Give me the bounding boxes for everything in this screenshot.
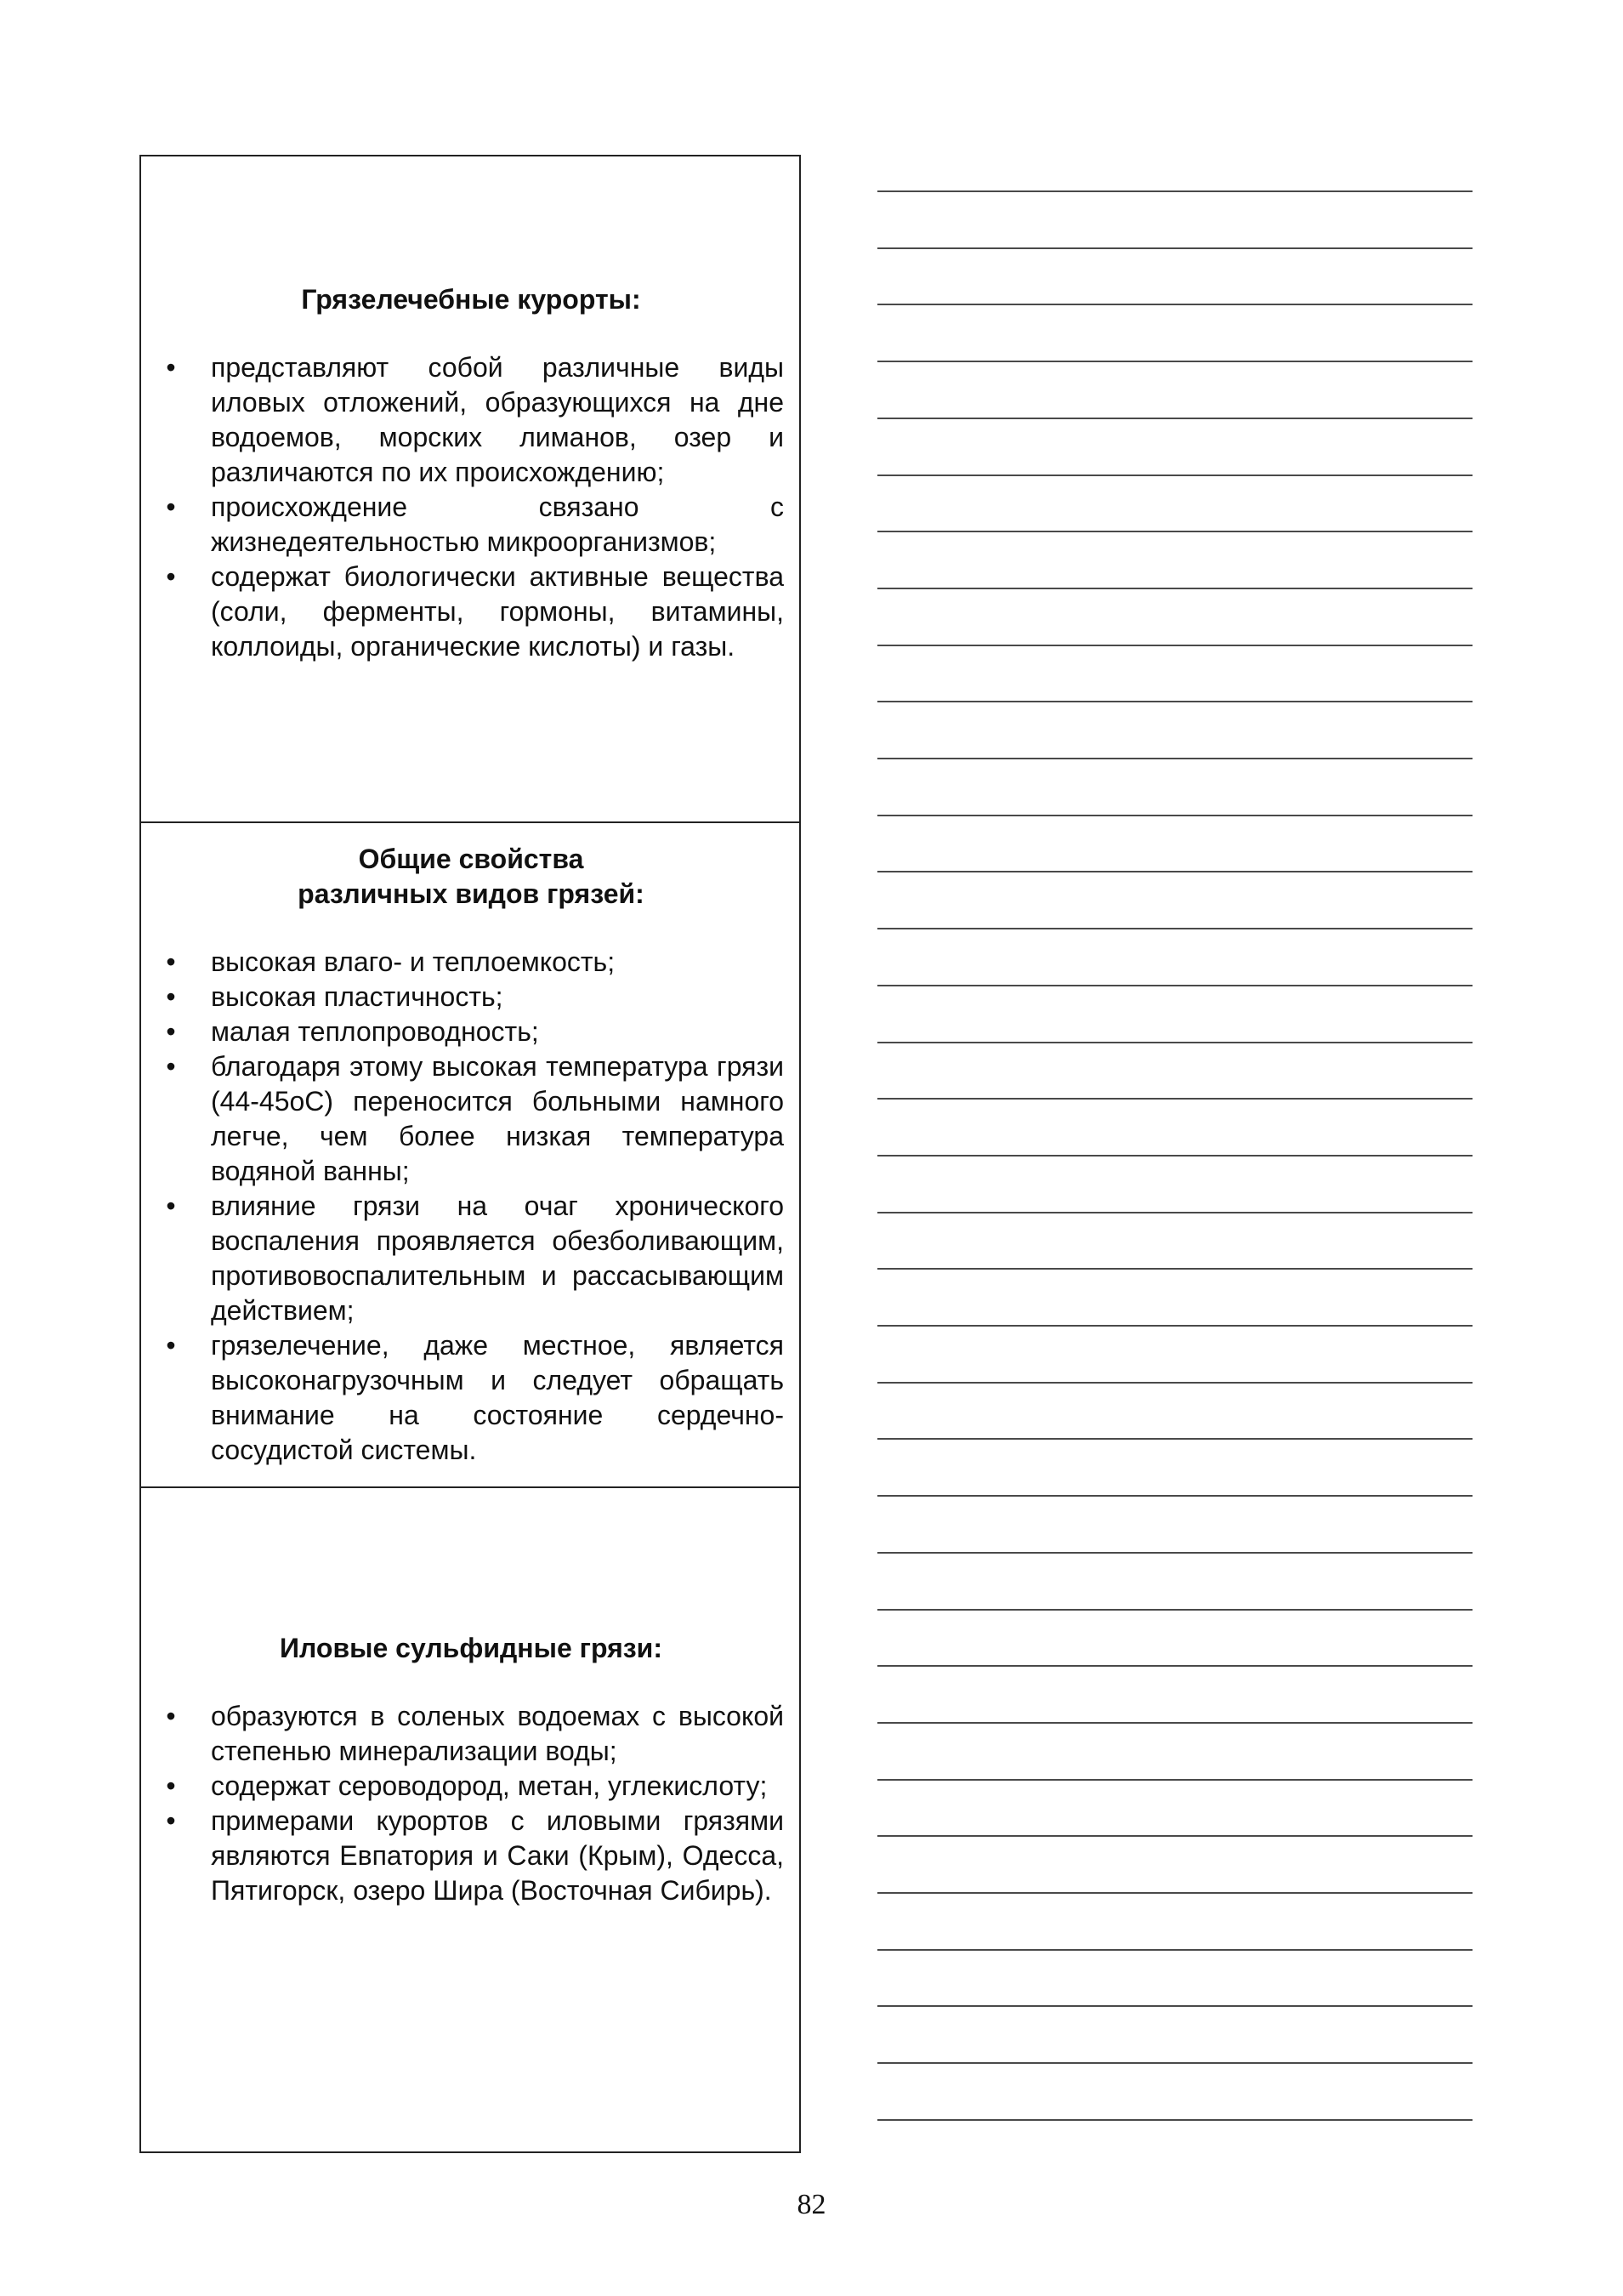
list-item xyxy=(158,1804,784,1908)
list-item xyxy=(158,945,784,980)
note-line xyxy=(877,1779,1473,1781)
note-line xyxy=(877,1892,1473,1894)
list-item-text: происхождение связано с жизнедеятельностью микроорганизмов; xyxy=(211,492,784,557)
list-item xyxy=(158,1049,784,1189)
list-item-text: высокая влаго- и теплоемкость; xyxy=(211,946,616,977)
list-item xyxy=(158,980,784,1014)
note-line xyxy=(877,758,1473,759)
note-line xyxy=(877,1268,1473,1270)
note-line xyxy=(877,1155,1473,1157)
slide-title: Общие свойства различных видов грязей: xyxy=(298,844,644,909)
bullet-icon: • xyxy=(166,1191,176,1221)
list-item-text: представляют собой различные виды иловых отложений, образующихся на дне водоемов, морских лиманов, озер и различаются по их происхождению; xyxy=(211,352,784,487)
list-item xyxy=(158,1328,784,1468)
list-item-text: содержат сероводород, метан, углекислоту; xyxy=(211,1770,768,1801)
list-item-text: высокая пластичность; xyxy=(211,981,503,1012)
list-item-text: примерами курортов с иловыми грязями являются Евпатория и Саки (Крым), Одесса, Пятигорск, озеро Шира (Восточная Сибирь). xyxy=(211,1805,784,1906)
note-line xyxy=(877,815,1473,816)
note-line xyxy=(877,2062,1473,2064)
list-item-text: малая теплопроводность; xyxy=(211,1016,539,1047)
list-item xyxy=(158,1699,784,1769)
slide-mud-properties xyxy=(141,821,799,1486)
bullet-icon: • xyxy=(166,1051,176,1082)
note-line xyxy=(877,1949,1473,1951)
note-line xyxy=(877,1042,1473,1043)
slide-silt-sulfide-mud xyxy=(141,1486,799,2153)
list-item xyxy=(158,490,784,560)
bullet-icon: • xyxy=(166,981,176,1012)
note-line xyxy=(877,361,1473,362)
note-line xyxy=(877,190,1473,192)
note-line xyxy=(877,1495,1473,1497)
note-line xyxy=(877,2119,1473,2121)
bullet-list xyxy=(158,1699,784,1908)
note-line xyxy=(877,701,1473,702)
note-line xyxy=(877,1665,1473,1667)
bullet-icon: • xyxy=(166,1805,176,1836)
note-line xyxy=(877,645,1473,646)
note-line xyxy=(877,1325,1473,1327)
notes-ruled-lines xyxy=(877,190,1473,2180)
note-line xyxy=(877,871,1473,872)
note-line xyxy=(877,1722,1473,1724)
list-item xyxy=(158,560,784,664)
note-line xyxy=(877,418,1473,419)
list-item xyxy=(158,1769,784,1804)
slides-panel xyxy=(139,155,801,2153)
note-line xyxy=(877,985,1473,986)
bullet-icon: • xyxy=(166,946,176,977)
bullet-icon: • xyxy=(166,561,176,592)
bullet-list xyxy=(158,350,784,664)
note-line xyxy=(877,304,1473,305)
bullet-list xyxy=(158,945,784,1468)
slide-mud-resorts xyxy=(141,156,799,821)
list-item-text: влияние грязи на очаг хронического воспаления проявляется обезболивающим, противовоспалительным и рассасывающим действием; xyxy=(211,1191,784,1326)
list-item-text: грязелечение, даже местное, является высоконагрузочным и следует обращать внимание на состояние сердечно-сосудистой системы. xyxy=(211,1330,784,1465)
list-item-text: содержат биологически активные вещества (соли, ферменты, гормоны, витамины, коллоиды, органические кислоты) и газы. xyxy=(211,561,784,662)
list-item xyxy=(158,1189,784,1328)
note-line xyxy=(877,1609,1473,1611)
note-line xyxy=(877,247,1473,249)
note-line xyxy=(877,475,1473,476)
note-line xyxy=(877,1835,1473,1837)
bullet-icon: • xyxy=(166,1330,176,1361)
note-line xyxy=(877,928,1473,929)
bullet-icon: • xyxy=(166,1016,176,1047)
note-line xyxy=(877,2005,1473,2007)
note-line xyxy=(877,588,1473,589)
note-line xyxy=(877,1438,1473,1440)
list-item xyxy=(158,1014,784,1049)
list-item-text: благодаря этому высокая температура грязи (44-45оС) переносится больными намного легче, чем более низкая температура водяной ванны; xyxy=(211,1051,784,1186)
note-line xyxy=(877,1212,1473,1213)
list-item xyxy=(158,350,784,490)
note-line xyxy=(877,1552,1473,1554)
note-line xyxy=(877,531,1473,532)
slide-title: Иловые сульфидные грязи: xyxy=(280,1633,662,1663)
bullet-icon: • xyxy=(166,352,176,383)
bullet-icon: • xyxy=(166,1701,176,1731)
bullet-icon: • xyxy=(166,492,176,522)
bullet-icon: • xyxy=(166,1770,176,1801)
slide-title: Грязелечебные курорты: xyxy=(301,284,641,315)
list-item-text: образуются в соленых водоемах с высокой степенью минерализации воды; xyxy=(211,1701,784,1766)
note-line xyxy=(877,1382,1473,1384)
note-line xyxy=(877,1098,1473,1100)
page-number: 82 xyxy=(797,2189,826,2220)
